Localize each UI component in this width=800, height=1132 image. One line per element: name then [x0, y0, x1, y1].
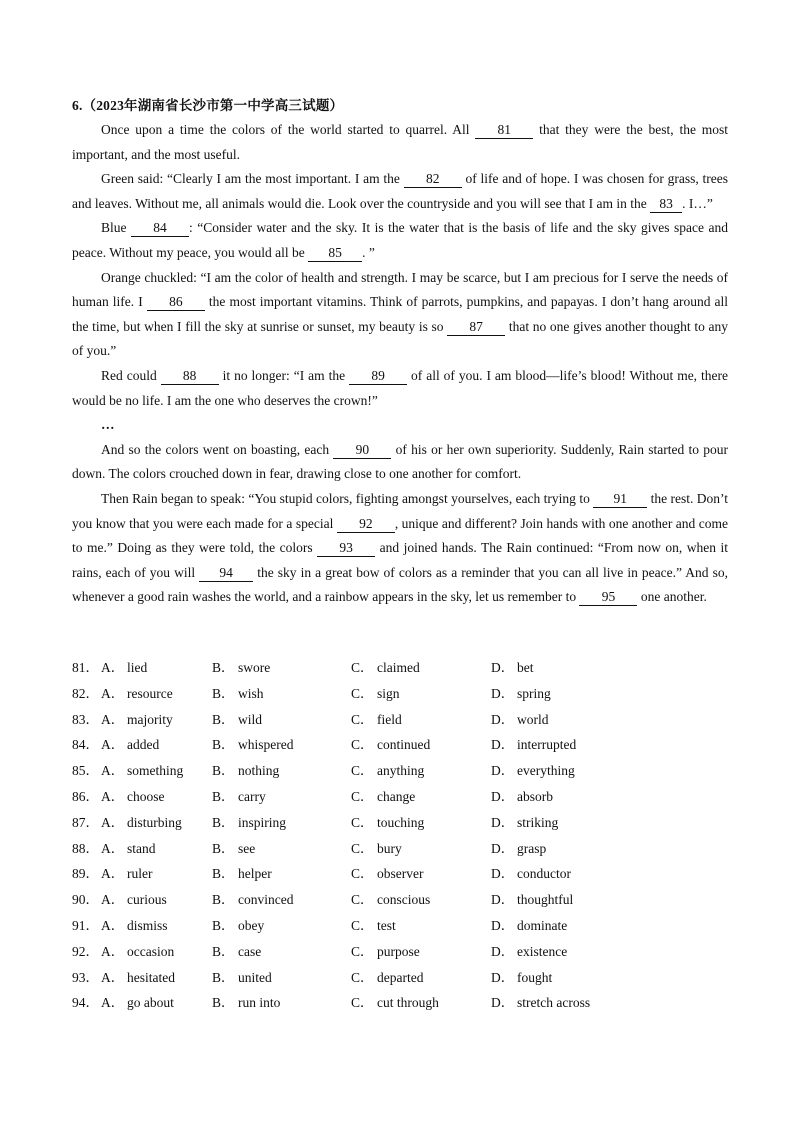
- option-text: something: [127, 763, 184, 779]
- option-text: obey: [238, 917, 265, 933]
- option-letter: B．: [212, 788, 235, 804]
- option-c: [351, 733, 430, 753]
- option-a: [101, 811, 182, 831]
- blank-86: 86: [147, 294, 205, 311]
- option-letter: C．: [351, 917, 374, 933]
- option-d: [491, 785, 553, 805]
- option-letter: A．: [101, 943, 125, 959]
- blank-89: 89: [349, 368, 407, 385]
- option-d: [491, 708, 549, 728]
- option-row: [72, 888, 732, 914]
- text: Orange chuckled: “I am the color of health and strength. I may be scarce, but I am precious for I serve the needs of human life. I: [72, 269, 728, 310]
- text: the sky in a great bow of colors as a reminder that you can all live in peace.” And so, whenever a good rain washes the world, and a rainbow appears in the sky, let us remember to: [72, 564, 728, 605]
- option-text: absorb: [517, 788, 553, 804]
- option-c: [351, 914, 396, 934]
- option-row: [72, 811, 732, 837]
- text: that they were the best, the most important, and the most useful.: [72, 122, 729, 162]
- option-letter: A．: [101, 763, 125, 779]
- option-letter: B．: [212, 866, 235, 882]
- question-number: 86．: [72, 788, 99, 804]
- option-text: choose: [127, 788, 165, 804]
- paragraph-7: [72, 487, 728, 610]
- paragraph-6: [72, 438, 728, 487]
- option-letter: C．: [351, 788, 374, 804]
- option-a: [101, 888, 167, 908]
- option-b: [212, 656, 270, 676]
- text: of life and of hope. I was chosen for grass, trees and leaves. Without me, all animals would die. Look over the countryside and you will see that I am in the: [72, 171, 728, 211]
- blank-95: 95: [579, 589, 637, 606]
- text: Blue: [101, 220, 132, 236]
- option-text: see: [238, 840, 256, 856]
- option-b: [212, 837, 255, 857]
- option-b: [212, 991, 280, 1011]
- option-c: [351, 708, 402, 728]
- option-a: [101, 991, 174, 1011]
- option-letter: A．: [101, 737, 125, 753]
- text: Green said: “Clearly I am the most important. I am the: [101, 171, 404, 187]
- option-b: [212, 966, 272, 986]
- option-text: go about: [127, 995, 174, 1011]
- option-letter: B．: [212, 917, 235, 933]
- option-b: [212, 811, 286, 831]
- option-letter: C．: [351, 711, 374, 727]
- option-text: carry: [238, 788, 266, 804]
- option-text: majority: [127, 711, 173, 727]
- option-text: hesitated: [127, 969, 175, 985]
- option-text: claimed: [377, 660, 420, 675]
- option-text: fought: [517, 969, 553, 985]
- option-letter: C．: [351, 866, 374, 882]
- blank-82: 82: [404, 171, 462, 188]
- option-c: [351, 811, 424, 831]
- text: and joined hands. The Rain continued: “From now on, when it rains, each of you will: [72, 540, 728, 580]
- option-letter: D．: [491, 840, 515, 856]
- option-letter: C．: [351, 969, 374, 985]
- option-letter: A．: [101, 969, 125, 985]
- option-text: existence: [517, 943, 568, 959]
- blank-94: 94: [199, 565, 253, 582]
- option-b: [212, 914, 264, 934]
- blank-84: 84: [131, 220, 189, 237]
- option-letter: B．: [212, 763, 235, 779]
- option-letter: A．: [101, 917, 125, 933]
- option-b: [212, 888, 293, 908]
- answer-options: [72, 656, 732, 1017]
- option-text: helper: [238, 866, 272, 882]
- ellipsis: …: [101, 417, 116, 433]
- option-letter: C．: [351, 763, 374, 779]
- option-letter: D．: [491, 660, 515, 675]
- option-letter: D．: [491, 814, 515, 830]
- paragraph-3: [72, 216, 728, 265]
- option-text: conscious: [377, 892, 431, 908]
- option-a: [101, 862, 152, 882]
- option-c: [351, 966, 423, 986]
- blank-85: 85: [308, 245, 362, 262]
- option-text: departed: [377, 969, 424, 985]
- option-letter: C．: [351, 660, 374, 675]
- option-text: observer: [377, 866, 424, 882]
- paragraph-4: [72, 266, 728, 364]
- option-a: [101, 940, 174, 960]
- option-letter: D．: [491, 892, 515, 908]
- option-text: stand: [127, 840, 156, 856]
- option-letter: D．: [491, 737, 515, 753]
- text: that no one gives another thought to any of you.”: [72, 318, 728, 359]
- option-c: [351, 656, 420, 676]
- text: . I…”: [682, 195, 713, 211]
- option-letter: C．: [351, 840, 374, 856]
- option-letter: C．: [351, 685, 374, 701]
- option-text: bury: [377, 840, 402, 856]
- blank-92: 92: [337, 516, 395, 533]
- option-a: [101, 733, 159, 753]
- question-number: 82．: [72, 685, 99, 701]
- option-text: interrupted: [517, 737, 577, 753]
- option-text: run into: [238, 995, 281, 1011]
- option-text: touching: [377, 814, 425, 830]
- option-d: [491, 682, 551, 702]
- option-c: [351, 682, 400, 702]
- paragraph-1: [72, 118, 728, 167]
- text: one another.: [637, 589, 707, 605]
- option-letter: B．: [212, 711, 235, 727]
- option-c: [351, 785, 415, 805]
- option-text: field: [377, 711, 402, 727]
- option-row: [72, 862, 732, 888]
- option-letter: B．: [212, 840, 235, 856]
- blank-83: 83: [650, 196, 682, 213]
- text: : “Consider water and the sky. It is the water that is the basis of life and the sky gives space and peace. Without my peace, you would all be: [72, 220, 728, 260]
- option-d: [491, 733, 576, 753]
- option-a: [101, 785, 165, 805]
- option-text: inspiring: [238, 814, 287, 830]
- option-letter: D．: [491, 763, 515, 779]
- option-d: [491, 940, 567, 960]
- option-letter: C．: [351, 995, 374, 1011]
- option-text: wild: [238, 711, 263, 727]
- option-text: dismiss: [127, 917, 168, 933]
- option-letter: C．: [351, 737, 374, 753]
- option-letter: A．: [101, 660, 125, 675]
- option-letter: B．: [212, 943, 235, 959]
- option-letter: C．: [351, 892, 374, 908]
- question-number: 90．: [72, 892, 99, 908]
- option-text: spring: [517, 685, 551, 701]
- option-text: whispered: [238, 737, 294, 753]
- option-text: united: [238, 969, 272, 985]
- option-row: [72, 991, 732, 1017]
- option-text: everything: [517, 763, 575, 779]
- option-d: [491, 837, 546, 857]
- option-b: [212, 708, 262, 728]
- text: of all of you. I am blood—life’s blood! Without me, there would be no life. I am the one who deserves the crown!”: [72, 367, 728, 408]
- option-letter: B．: [212, 814, 235, 830]
- option-text: added: [127, 737, 160, 753]
- option-text: ruler: [127, 866, 153, 882]
- question-number: 84．: [72, 737, 99, 753]
- option-letter: D．: [491, 788, 515, 804]
- text: Then Rain began to speak: “You stupid colors, fighting amongst yourselves, each trying to: [101, 490, 594, 506]
- option-row: [72, 914, 732, 940]
- option-text: stretch across: [517, 995, 591, 1011]
- option-a: [101, 759, 183, 779]
- option-row: [72, 682, 732, 708]
- question-number: 91．: [72, 917, 99, 933]
- option-d: [491, 811, 558, 831]
- option-text: purpose: [377, 943, 420, 959]
- option-d: [491, 888, 573, 908]
- option-text: disturbing: [127, 814, 182, 830]
- option-letter: A．: [101, 995, 125, 1011]
- option-letter: D．: [491, 943, 515, 959]
- question-number: 81．: [72, 660, 99, 675]
- text: , unique and different? Join hands with one another and come to me.” Doing as they were told, the colors: [72, 515, 728, 556]
- option-d: [491, 914, 567, 934]
- option-a: [101, 914, 168, 934]
- option-d: [491, 656, 534, 676]
- blank-88: 88: [161, 368, 219, 385]
- option-a: [101, 656, 147, 676]
- text: the rest. Don’t you know that you were each made for a special: [72, 490, 728, 531]
- text: Red could: [101, 367, 161, 383]
- option-letter: A．: [101, 814, 125, 830]
- option-row: [72, 940, 732, 966]
- question-title: 6.（2023年湖南省长沙市第一中学高三试题）: [72, 98, 344, 113]
- option-letter: C．: [351, 814, 374, 830]
- question-number: 83．: [72, 711, 99, 727]
- option-text: test: [377, 917, 396, 933]
- option-letter: D．: [491, 711, 515, 727]
- option-text: nothing: [238, 763, 280, 779]
- option-b: [212, 785, 266, 805]
- option-text: grasp: [517, 840, 547, 856]
- option-letter: B．: [212, 969, 235, 985]
- cloze-passage: [72, 118, 728, 610]
- option-row: [72, 733, 732, 759]
- option-d: [491, 991, 590, 1011]
- option-text: sign: [377, 685, 400, 701]
- option-letter: D．: [491, 685, 515, 701]
- option-letter: D．: [491, 995, 515, 1011]
- option-text: lied: [127, 660, 148, 675]
- option-row: [72, 708, 732, 734]
- option-a: [101, 837, 156, 857]
- option-a: [101, 682, 173, 702]
- option-letter: B．: [212, 737, 235, 753]
- text: the most important vitamins. Think of parrots, pumpkins, and papayas. I don’t hang around all the time, but when I fill the sky at sunrise or sunset, my beauty is so: [72, 294, 728, 334]
- option-a: [101, 966, 175, 986]
- option-letter: C．: [351, 943, 374, 959]
- question-number: 88．: [72, 840, 99, 856]
- option-text: change: [377, 788, 416, 804]
- blank-87: 87: [447, 319, 505, 336]
- option-letter: D．: [491, 866, 515, 882]
- question-number: 94．: [72, 995, 99, 1011]
- text: Once upon a time the colors of the world started to quarrel. All: [101, 122, 476, 137]
- option-c: [351, 862, 423, 882]
- option-text: resource: [127, 685, 173, 701]
- option-row: [72, 837, 732, 863]
- question-number: 87．: [72, 814, 99, 830]
- option-letter: A．: [101, 711, 125, 727]
- option-c: [351, 837, 402, 857]
- option-letter: A．: [101, 892, 125, 908]
- option-text: case: [238, 943, 262, 959]
- option-letter: B．: [212, 685, 235, 701]
- question-number: 89．: [72, 866, 99, 882]
- option-letter: B．: [212, 995, 235, 1011]
- option-c: [351, 991, 439, 1011]
- option-text: striking: [517, 814, 559, 830]
- option-row: [72, 656, 732, 682]
- option-b: [212, 733, 293, 753]
- option-text: wish: [238, 685, 264, 701]
- option-b: [212, 682, 264, 702]
- question-number: 93．: [72, 969, 99, 985]
- option-c: [351, 759, 424, 779]
- option-letter: D．: [491, 969, 515, 985]
- option-row: [72, 759, 732, 785]
- text: it no longer: “I am the: [218, 367, 350, 383]
- option-d: [491, 862, 571, 882]
- option-text: occasion: [127, 943, 175, 959]
- option-letter: A．: [101, 840, 125, 856]
- option-d: [491, 966, 552, 986]
- option-text: conductor: [517, 866, 571, 882]
- option-text: world: [517, 711, 549, 727]
- blank-93: 93: [317, 540, 375, 557]
- text: . ”: [362, 244, 375, 260]
- option-text: bet: [517, 660, 534, 675]
- option-text: curious: [127, 892, 167, 908]
- question-number: 92．: [72, 943, 99, 959]
- paragraph-5: [72, 364, 728, 413]
- option-text: anything: [377, 763, 425, 779]
- option-d: [491, 759, 575, 779]
- option-row: [72, 966, 732, 992]
- option-letter: A．: [101, 685, 125, 701]
- text: of his or her own superiority. Suddenly, Rain started to pour down. The colors crouched down in fear, drawing close to one another for comfort.: [72, 441, 729, 482]
- option-text: swore: [238, 660, 271, 675]
- option-b: [212, 940, 261, 960]
- option-row: [72, 785, 732, 811]
- option-text: continued: [377, 737, 431, 753]
- question-number: 85．: [72, 763, 99, 779]
- option-text: thoughtful: [517, 892, 574, 908]
- option-text: dominate: [517, 917, 568, 933]
- blank-81: 81: [475, 122, 533, 139]
- option-c: [351, 940, 420, 960]
- text: And so the colors went on boasting, each: [101, 441, 334, 457]
- option-letter: B．: [212, 892, 235, 908]
- option-a: [101, 708, 173, 728]
- option-text: cut through: [377, 995, 439, 1011]
- option-b: [212, 862, 272, 882]
- option-text: convinced: [238, 892, 294, 908]
- blank-91: 91: [593, 491, 647, 508]
- option-letter: A．: [101, 866, 125, 882]
- option-letter: A．: [101, 788, 125, 804]
- paragraph-2: [72, 167, 728, 216]
- option-b: [212, 759, 279, 779]
- blank-90: 90: [333, 442, 391, 459]
- option-letter: B．: [212, 660, 235, 675]
- option-c: [351, 888, 430, 908]
- option-letter: D．: [491, 917, 515, 933]
